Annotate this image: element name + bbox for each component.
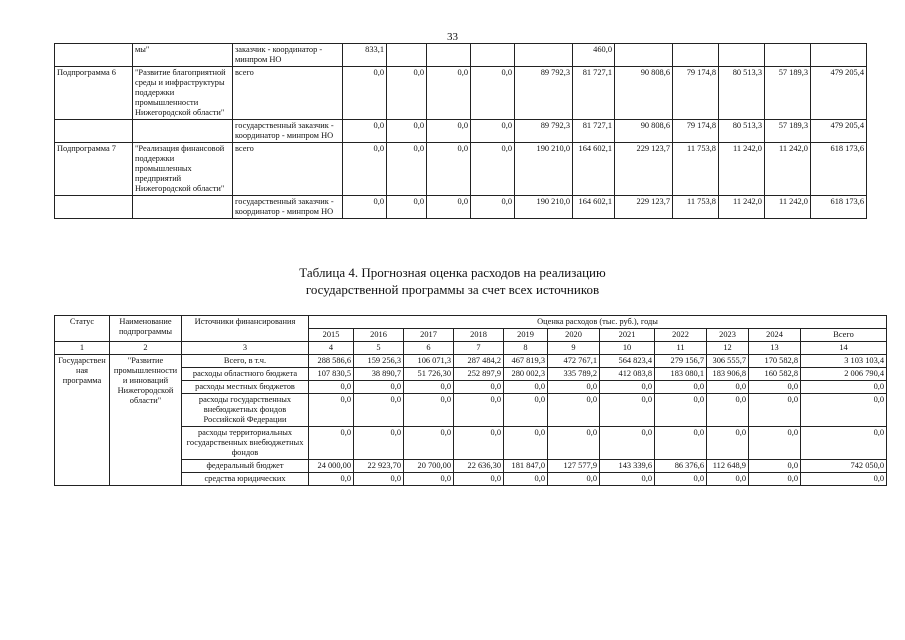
expense-value: 306 555,7 <box>707 355 749 368</box>
header-year: 2020 <box>548 329 600 342</box>
header-year: 2021 <box>600 329 655 342</box>
table-cell: 80 513,3 <box>719 120 765 143</box>
table-cell: 190 210,0 <box>515 196 573 219</box>
header-year: 2017 <box>404 329 454 342</box>
table-cell: 164 602,1 <box>573 196 615 219</box>
expense-value: 0,0 <box>749 381 801 394</box>
expense-value: 0,0 <box>600 473 655 486</box>
expense-value: 0,0 <box>354 427 404 460</box>
table-cell: 618 173,6 <box>811 196 867 219</box>
header-year: 2024 <box>749 329 801 342</box>
table-row <box>55 355 887 368</box>
expense-value: 0,0 <box>707 381 749 394</box>
expense-value: 0,0 <box>404 427 454 460</box>
table-cell: 460,0 <box>573 44 615 67</box>
table-cell: 190 210,0 <box>515 143 573 196</box>
table-cell: "Реализация финансовой поддержки промышленных предприятий Нижегородской области" <box>133 143 233 196</box>
page-number: 33 <box>447 31 458 43</box>
table-cell: 11 242,0 <box>765 196 811 219</box>
table-cell: 0,0 <box>471 196 515 219</box>
header-sources: Источники финансирования <box>182 316 309 342</box>
expense-value: 0,0 <box>655 427 707 460</box>
expense-value: 0,0 <box>404 394 454 427</box>
expense-value: 0,0 <box>404 381 454 394</box>
expense-value: 86 376,6 <box>655 460 707 473</box>
funding-source: средства юридических <box>182 473 309 486</box>
table-cell: 89 792,3 <box>515 120 573 143</box>
expense-value: 0,0 <box>504 427 548 460</box>
caption-line-2: государственной программы за счет всех источников <box>305 282 600 297</box>
header-column-number: 1 <box>55 342 110 355</box>
header-column-number: 9 <box>548 342 600 355</box>
table-cell <box>765 44 811 67</box>
caption-line-1: Таблица 4. Прогнозная оценка расходов на реализацию <box>299 265 606 280</box>
expense-value: 22 923,70 <box>354 460 404 473</box>
header-column-number: 8 <box>504 342 548 355</box>
header-name: Наименование подпрограммы <box>110 316 182 342</box>
header-year: 2019 <box>504 329 548 342</box>
table-cell: 0,0 <box>343 67 387 120</box>
header-column-number: 12 <box>707 342 749 355</box>
expense-value: 0,0 <box>749 460 801 473</box>
table-cell <box>387 44 427 67</box>
expense-value: 0,0 <box>548 381 600 394</box>
top-table <box>54 43 867 219</box>
expense-value: 0,0 <box>354 394 404 427</box>
table-row <box>55 67 867 120</box>
program-name: "Развитие промышленности и инноваций Нижегородской области" <box>110 355 182 486</box>
table-cell: 0,0 <box>471 120 515 143</box>
expense-value: 279 156,7 <box>655 355 707 368</box>
expense-value: 0,0 <box>801 381 887 394</box>
funding-source: Всего, в т.ч. <box>182 355 309 368</box>
table-cell: 0,0 <box>387 120 427 143</box>
table-cell: 0,0 <box>387 196 427 219</box>
table-cell: 0,0 <box>427 196 471 219</box>
expense-value: 0,0 <box>548 394 600 427</box>
table-cell <box>55 196 133 219</box>
table-cell: 57 189,3 <box>765 67 811 120</box>
program-status: Государственная программа <box>55 355 110 486</box>
expense-value: 412 083,8 <box>600 368 655 381</box>
table-cell <box>811 44 867 67</box>
funding-source: федеральный бюджет <box>182 460 309 473</box>
expense-value: 0,0 <box>404 473 454 486</box>
expenses-table <box>54 315 887 486</box>
expense-value: 0,0 <box>655 394 707 427</box>
expense-value: 112 648,9 <box>707 460 749 473</box>
funding-source: расходы областного бюджета <box>182 368 309 381</box>
table-cell <box>55 44 133 67</box>
table-cell: всего <box>233 67 343 120</box>
header-status: Статус <box>55 316 110 342</box>
expense-value: 0,0 <box>504 394 548 427</box>
expense-value: 0,0 <box>600 381 655 394</box>
table-cell: 0,0 <box>427 67 471 120</box>
funding-source: расходы территориальных государственных внебюджетных фондов <box>182 427 309 460</box>
expense-value: 0,0 <box>655 381 707 394</box>
expense-value: 0,0 <box>354 381 404 394</box>
table-cell <box>515 44 573 67</box>
expense-value: 0,0 <box>749 427 801 460</box>
expense-value: 0,0 <box>309 427 354 460</box>
table-cell: мы" <box>133 44 233 67</box>
table-cell <box>719 44 765 67</box>
table-row <box>55 196 867 219</box>
expense-value: 0,0 <box>749 394 801 427</box>
table-cell <box>55 120 133 143</box>
header-column-number: 11 <box>655 342 707 355</box>
table-cell: 0,0 <box>387 143 427 196</box>
table-cell: 11 753,8 <box>673 143 719 196</box>
header-column-number: 14 <box>801 342 887 355</box>
expense-value: 20 700,00 <box>404 460 454 473</box>
table-cell: 81 727,1 <box>573 120 615 143</box>
expense-value: 0,0 <box>454 427 504 460</box>
expense-value: 0,0 <box>801 394 887 427</box>
expense-value: 0,0 <box>801 473 887 486</box>
expense-value: 2 006 790,4 <box>801 368 887 381</box>
table-cell: 229 123,7 <box>615 143 673 196</box>
header-column-number: 5 <box>354 342 404 355</box>
expense-value: 24 000,00 <box>309 460 354 473</box>
table-cell: 0,0 <box>427 120 471 143</box>
expense-value: 38 890,7 <box>354 368 404 381</box>
header-estimate: Оценка расходов (тыс. руб.), годы <box>309 316 887 329</box>
table-cell <box>615 44 673 67</box>
header-column-number: 13 <box>749 342 801 355</box>
expense-value: 252 897,9 <box>454 368 504 381</box>
table-cell: всего <box>233 143 343 196</box>
table-cell: 479 205,4 <box>811 120 867 143</box>
expense-value: 467 819,3 <box>504 355 548 368</box>
expense-value: 0,0 <box>454 381 504 394</box>
table-cell: 0,0 <box>387 67 427 120</box>
expense-value: 287 484,2 <box>454 355 504 368</box>
table-cell: 11 242,0 <box>719 196 765 219</box>
expense-value: 0,0 <box>309 394 354 427</box>
expense-value: 0,0 <box>707 473 749 486</box>
expense-value: 564 823,4 <box>600 355 655 368</box>
funding-source: расходы государственных внебюджетных фондов Российской Федерации <box>182 394 309 427</box>
table-cell: 0,0 <box>343 143 387 196</box>
header-year: 2018 <box>454 329 504 342</box>
table-cell: 11 242,0 <box>765 143 811 196</box>
funding-source: расходы местных бюджетов <box>182 381 309 394</box>
table-cell: 89 792,3 <box>515 67 573 120</box>
table-cell <box>427 44 471 67</box>
table-row <box>55 143 867 196</box>
expense-value: 0,0 <box>454 394 504 427</box>
expense-value: 127 577,9 <box>548 460 600 473</box>
expense-value: 0,0 <box>801 427 887 460</box>
table-cell: государственный заказчик - координатор - минпром НО <box>233 120 343 143</box>
table-cell: 0,0 <box>471 67 515 120</box>
expense-value: 106 071,3 <box>404 355 454 368</box>
table-cell: 164 602,1 <box>573 143 615 196</box>
header-year: 2022 <box>655 329 707 342</box>
expense-value: 183 080,1 <box>655 368 707 381</box>
expense-value: 181 847,0 <box>504 460 548 473</box>
table-cell <box>673 44 719 67</box>
expense-value: 22 636,30 <box>454 460 504 473</box>
expense-value: 288 586,6 <box>309 355 354 368</box>
expense-value: 0,0 <box>504 381 548 394</box>
table-row <box>55 44 867 67</box>
header-column-number: 3 <box>182 342 309 355</box>
header-column-number: 2 <box>110 342 182 355</box>
header-column-number: 10 <box>600 342 655 355</box>
header-year: 2016 <box>354 329 404 342</box>
table-cell: 57 189,3 <box>765 120 811 143</box>
table-cell <box>133 196 233 219</box>
table-cell: 0,0 <box>343 120 387 143</box>
table-cell: "Развитие благоприятной среды и инфраструктуры поддержки промышленности Нижегородской области" <box>133 67 233 120</box>
expense-value: 0,0 <box>309 381 354 394</box>
table-cell <box>471 44 515 67</box>
table-cell: 80 513,3 <box>719 67 765 120</box>
table-cell: 11 242,0 <box>719 143 765 196</box>
expense-value: 0,0 <box>655 473 707 486</box>
table-cell: 11 753,8 <box>673 196 719 219</box>
expense-value: 335 789,2 <box>548 368 600 381</box>
table-cell: 81 727,1 <box>573 67 615 120</box>
table-row <box>55 120 867 143</box>
table-caption <box>0 264 905 298</box>
table-cell: заказчик - координатор - минпром НО <box>233 44 343 67</box>
expense-value: 0,0 <box>548 427 600 460</box>
table-cell: 0,0 <box>343 196 387 219</box>
expense-value: 0,0 <box>707 394 749 427</box>
table-cell: Подпрограмма 7 <box>55 143 133 196</box>
table-cell: 229 123,7 <box>615 196 673 219</box>
expense-value: 107 830,5 <box>309 368 354 381</box>
header-year: 2023 <box>707 329 749 342</box>
expense-value: 159 256,3 <box>354 355 404 368</box>
table-cell: 833,1 <box>343 44 387 67</box>
expense-value: 51 726,30 <box>404 368 454 381</box>
table-cell: 618 173,6 <box>811 143 867 196</box>
expense-value: 0,0 <box>707 427 749 460</box>
expense-value: 3 103 103,4 <box>801 355 887 368</box>
table-cell: 479 205,4 <box>811 67 867 120</box>
expense-value: 0,0 <box>749 473 801 486</box>
expense-value: 280 002,3 <box>504 368 548 381</box>
header-column-number: 4 <box>309 342 354 355</box>
table-cell: 79 174,8 <box>673 67 719 120</box>
expense-value: 0,0 <box>454 473 504 486</box>
expense-value: 170 582,8 <box>749 355 801 368</box>
table-cell: Подпрограмма 6 <box>55 67 133 120</box>
header-column-number: 6 <box>404 342 454 355</box>
expense-value: 472 767,1 <box>548 355 600 368</box>
header-year: Всего <box>801 329 887 342</box>
header-year: 2015 <box>309 329 354 342</box>
expense-value: 0,0 <box>548 473 600 486</box>
expense-value: 0,0 <box>600 427 655 460</box>
expense-value: 183 906,8 <box>707 368 749 381</box>
table-cell: 90 808,6 <box>615 120 673 143</box>
table-cell: 79 174,8 <box>673 120 719 143</box>
expense-value: 742 050,0 <box>801 460 887 473</box>
header-column-number: 7 <box>454 342 504 355</box>
expense-value: 160 582,8 <box>749 368 801 381</box>
header-numbers-row <box>55 342 887 355</box>
expense-value: 0,0 <box>504 473 548 486</box>
table-cell: государственный заказчик - координатор - минпром НО <box>233 196 343 219</box>
expense-value: 0,0 <box>309 473 354 486</box>
expense-value: 0,0 <box>600 394 655 427</box>
expense-value: 143 339,6 <box>600 460 655 473</box>
table-cell: 0,0 <box>427 143 471 196</box>
header-row-1 <box>55 316 887 329</box>
table-cell: 90 808,6 <box>615 67 673 120</box>
table-cell: 0,0 <box>471 143 515 196</box>
table-cell <box>133 120 233 143</box>
expense-value: 0,0 <box>354 473 404 486</box>
